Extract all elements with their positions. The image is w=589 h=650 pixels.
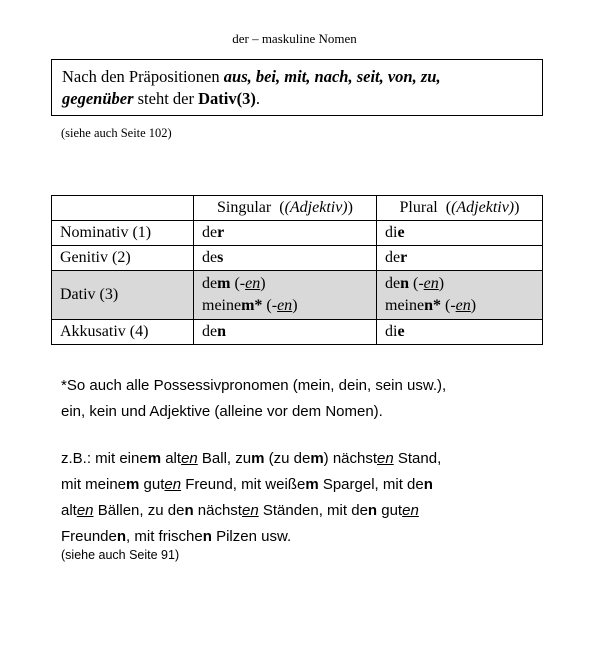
page-reference-bottom: (siehe auch Seite 91) (61, 548, 180, 562)
rule-middle: steht der (133, 89, 199, 108)
rule-box (51, 59, 543, 116)
footnote (61, 373, 531, 425)
plural-cell: die (377, 320, 543, 345)
example-line-3: alten Bällen, zu den nächsten Ständen, mit den guten (61, 502, 419, 519)
rule-intro: Nach den Präpositionen (62, 67, 224, 86)
footnote-line-1: *So auch alle Possessivpronomen (mein, dein, sein usw.), (61, 377, 447, 394)
rule-case: Dativ(3) (198, 89, 256, 108)
plural-cell: den (-en) meinen* (-en) (377, 271, 543, 320)
header-plural: Plural ((Adjektiv)) (377, 196, 543, 221)
example-line-1: z.B.: mit einem alten Ball, zum (zu dem) nächsten Stand, (61, 450, 442, 467)
declension-table (51, 195, 543, 345)
rule-prepositions-2: gegenüber (62, 89, 134, 108)
page-reference-top: (siehe auch Seite 102) (61, 126, 172, 140)
rule-end: . (255, 89, 260, 108)
plural-cell: die (377, 221, 543, 246)
singular-adj-label: (Adjektiv) (284, 199, 348, 216)
header-empty-cell (52, 196, 194, 221)
singular-cell: der (194, 221, 377, 246)
page-title: der – maskuline Nomen (232, 31, 357, 46)
singular-cell: des (194, 246, 377, 271)
table-row-dativ (52, 271, 543, 320)
plural-adj-label: (Adjektiv) (451, 199, 515, 216)
case-label: Nominativ (1) (52, 221, 194, 246)
plural-cell: der (377, 246, 543, 271)
example-line-2: mit meinem guten Freund, mit weißem Spargel, mit den (61, 476, 433, 493)
rule-prepositions: aus, bei, mit, nach, seit, von, zu, (223, 67, 441, 86)
singular-label: Singular (217, 199, 272, 216)
case-label: Dativ (3) (52, 271, 194, 320)
table-row-akkusativ (52, 320, 543, 345)
examples (61, 446, 541, 550)
singular-cell: dem (-en) meinem* (-en) (194, 271, 377, 320)
example-line-4: Freunden, mit frischen Pilzen usw. (61, 528, 292, 545)
case-label: Genitiv (2) (52, 246, 194, 271)
table-row-genitiv (52, 246, 543, 271)
singular-cell: den (194, 320, 377, 345)
case-label: Akkusativ (4) (52, 320, 194, 345)
table-header-row (52, 196, 543, 221)
plural-label: Plural (399, 199, 438, 216)
footnote-line-2: ein, kein und Adjektive (alleine vor dem Nomen). (61, 403, 383, 420)
table-row-nominativ (52, 221, 543, 246)
header-singular: Singular ((Adjektiv)) (194, 196, 377, 221)
